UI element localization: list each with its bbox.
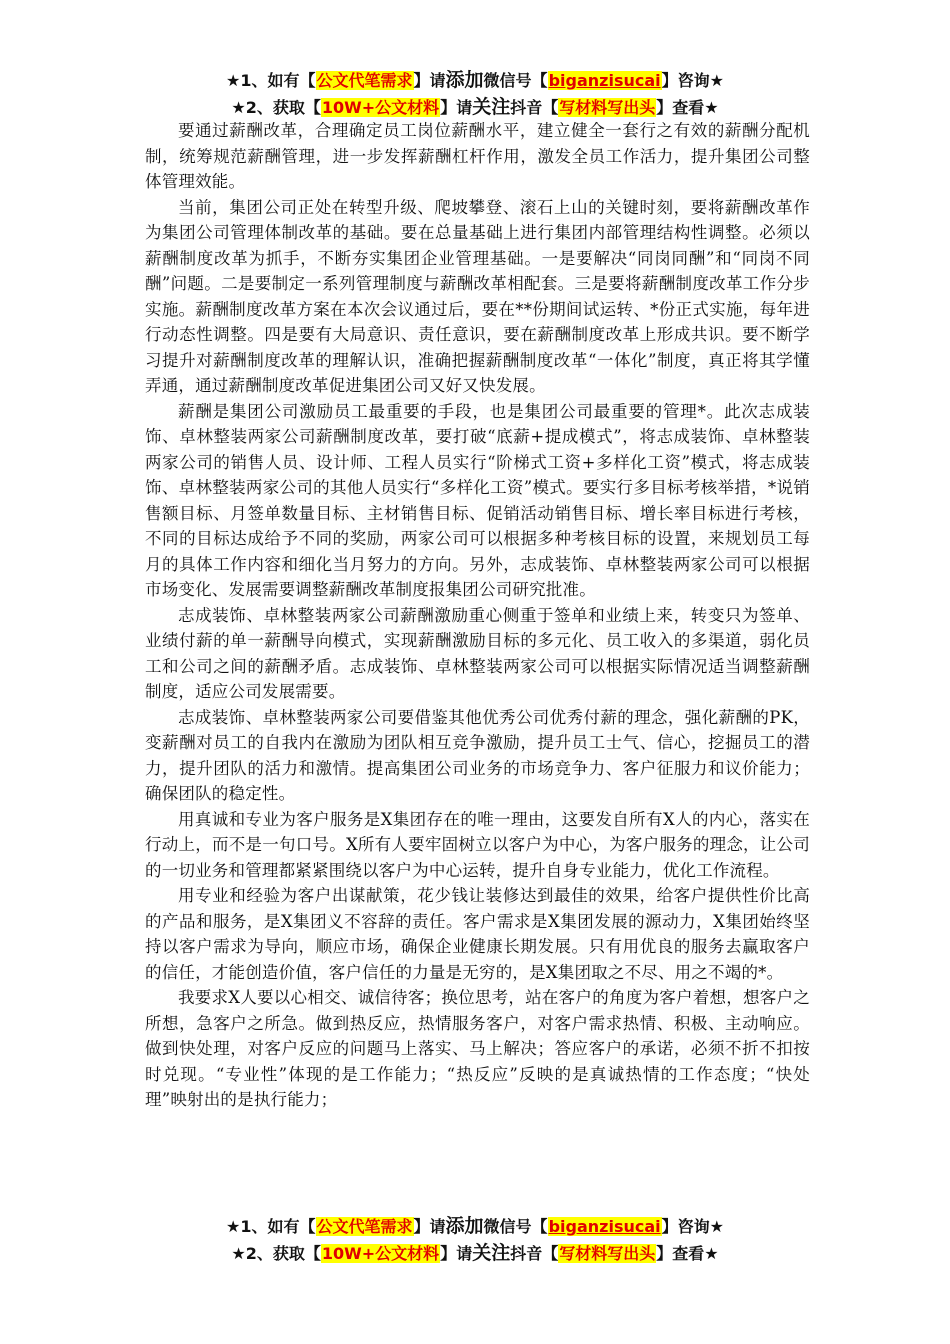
promo-line-1-emph: 添加 (445, 1215, 484, 1237)
promo-line-1 (0, 1213, 950, 1240)
paragraph: 薪酬是集团公司激励员工最重要的手段，也是集团公司最重要的管理*。此次志成装饰、卓林整装两家公司薪酬制度改革，要打破“底薪+提成模式”，将志成装饰、卓林整装两家公司的销售人员、设计师、工程人员实行“阶梯式工资+多样化工资”模式，将志成装饰、卓林整装两家公司的其他人员实行“多样化工资”模式。要实行多目标考核举措，*说销售额目标、月签单数量目标、主材销售目标、促销活动销售目标、增长率目标进行考核，不同的目标达成给予不同的奖励，两家公司可以根据多种考核目标的设置，来规划员工每月的具体工作内容和细化当月努力的方向。另外，志成装饰、卓林整装两家公司可以根据市场变化、发展需要调整薪酬改革制度报集团公司研究批准。 (145, 401, 810, 599)
promo-line-1 (0, 67, 950, 94)
promo-line-2-emph: 关注 (472, 1242, 511, 1264)
paragraph: 用真诚和专业为客户服务是X集团存在的唯一理由，这要发自所有X人的内心，落实在行动上，而不是一句口号。X所有人要牢固树立以客户为中心，为客户服务的理念，让公司的一切业务和管理都紧紧围绕以客户为中心运转，提升自身专业能力，优化工作流程。 (145, 809, 810, 880)
promo-line-2-douyin-id: 写材料写出头 (559, 98, 656, 117)
promo-line-1-highlight: 公文代笔需求 (316, 1217, 413, 1236)
paragraph: 用专业和经验为客户出谋献策，花少钱让装修达到最佳的效果，给客户提供性价比高的产品和服务，是X集团义不容辞的责任。客户需求是X集团发展的源动力，X集团始终坚持以客户需求为导向，顺应市场，确保企业健康长期发展。只有用优良的服务去赢取客户的信任，才能创造价值，客户信任的力量是无穷的，是X集团取之不尽、用之不竭的*。 (145, 886, 810, 982)
bottom-promo-banner (0, 1213, 950, 1267)
promo-line-1-highlight: 公文代笔需求 (316, 71, 413, 90)
paragraph: 志成装饰、卓林整装两家公司薪酬激励重心侧重于签单和业绩上来，转变只为签单、业绩付薪的单一薪酬导向模式，实现薪酬激励目标的多元化、员工收入的多渠道，弱化员工和公司之间的薪酬矛盾。志成装饰、卓林整装两家公司可以根据实际情况适当调整薪酬制度，适应公司发展需要。 (145, 605, 810, 701)
promo-line-1-wechat-id: biganzisucai (548, 71, 661, 90)
promo-line-1-emph: 添加 (445, 69, 484, 91)
promo-line-2-prefix: ★2、获取【 (231, 1244, 321, 1263)
promo-line-2-suffix: 】查看★ (656, 1244, 719, 1263)
promo-line-2-suffix: 】查看★ (656, 98, 719, 117)
promo-line-2-mid2: 抖音【 (510, 1244, 559, 1263)
paragraph: 志成装饰、卓林整装两家公司要借鉴其他优秀公司优秀付薪的理念，强化薪酬的PK，变薪酬对员工的自我内在激励为团队相互竞争激励，提升员工士气、信心，挖掘员工的潜力，提升团队的活力和激情。提高集团公司业务的市场竞争力、客户征服力和议价能力；确保团队的稳定性。 (145, 707, 810, 803)
promo-line-2 (0, 1240, 950, 1267)
promo-line-1-mid2: 微信号【 (483, 71, 548, 90)
promo-line-1-suffix: 】咨询★ (661, 71, 724, 90)
promo-line-2-douyin-id: 写材料写出头 (559, 1244, 656, 1263)
promo-line-1-suffix: 】咨询★ (661, 1217, 724, 1236)
promo-line-1-mid2: 微信号【 (483, 1217, 548, 1236)
promo-line-2-highlight: 10W+公文材料 (321, 1244, 440, 1263)
paragraph: 我要求X人要以心相交、诚信待客；换位思考，站在客户的角度为客户着想，想客户之所想，急客户之所急。做到热反应，热情服务客户，对客户需求热情、积极、主动响应。做到快处理，对客户反应的问题马上落实、马上解决；答应客户的承诺，必须不折不扣按时兑现。“专业性”体现的是工作能力；“热反应”反映的是真诚热情的工作态度；“快处理”映射出的是执行能力； (145, 988, 810, 1109)
promo-line-1-mid1: 】请 (413, 1217, 446, 1236)
promo-line-2-mid2: 抖音【 (510, 98, 559, 117)
promo-line-1-prefix: ★1、如有【 (226, 1217, 316, 1236)
top-promo-banner (0, 67, 950, 121)
document-body (145, 118, 810, 1113)
promo-line-1-mid1: 】请 (413, 71, 446, 90)
promo-line-2-mid1: 】请 (440, 98, 473, 117)
promo-line-2-highlight: 10W+公文材料 (321, 98, 440, 117)
promo-line-2-prefix: ★2、获取【 (231, 98, 321, 117)
promo-line-1-wechat-id: biganzisucai (548, 1217, 661, 1236)
paragraph: 当前，集团公司正处在转型升级、爬坡攀登、滚石上山的关键时刻，要将薪酬改革作为集团公司管理体制改革的基础。要在总量基础上进行集团内部管理结构性调整。必须以薪酬制度改革为抓手，不断夯实集团企业管理基础。一是要解决“同岗同酬”和“同岗不同酬”问题。二是要制定一系列管理制度与薪酬改革相配套。三是要将薪酬制度改革工作分步实施。薪酬制度改革方案在本次会议通过后，要在**份期间试运转、*份正式实施，每年进行动态性调整。四是要有大局意识、责任意识，要在薪酬制度改革上形成共识。要不断学习提升对薪酬制度改革的理解认识，准确把握薪酬制度改革“一体化”制度，真正将其学懂弄通，通过薪酬制度改革促进集团公司又好又快发展。 (145, 197, 810, 395)
promo-line-2 (0, 94, 950, 121)
promo-line-2-emph: 关注 (472, 96, 511, 118)
paragraph: 要通过薪酬改革，合理确定员工岗位薪酬水平，建立健全一套行之有效的薪酬分配机制，统筹规范薪酬管理，进一步发挥薪酬杠杆作用，激发全员工作活力，提升集团公司整体管理效能。 (145, 121, 810, 191)
promo-line-2-mid1: 】请 (440, 1244, 473, 1263)
promo-line-1-prefix: ★1、如有【 (226, 71, 316, 90)
